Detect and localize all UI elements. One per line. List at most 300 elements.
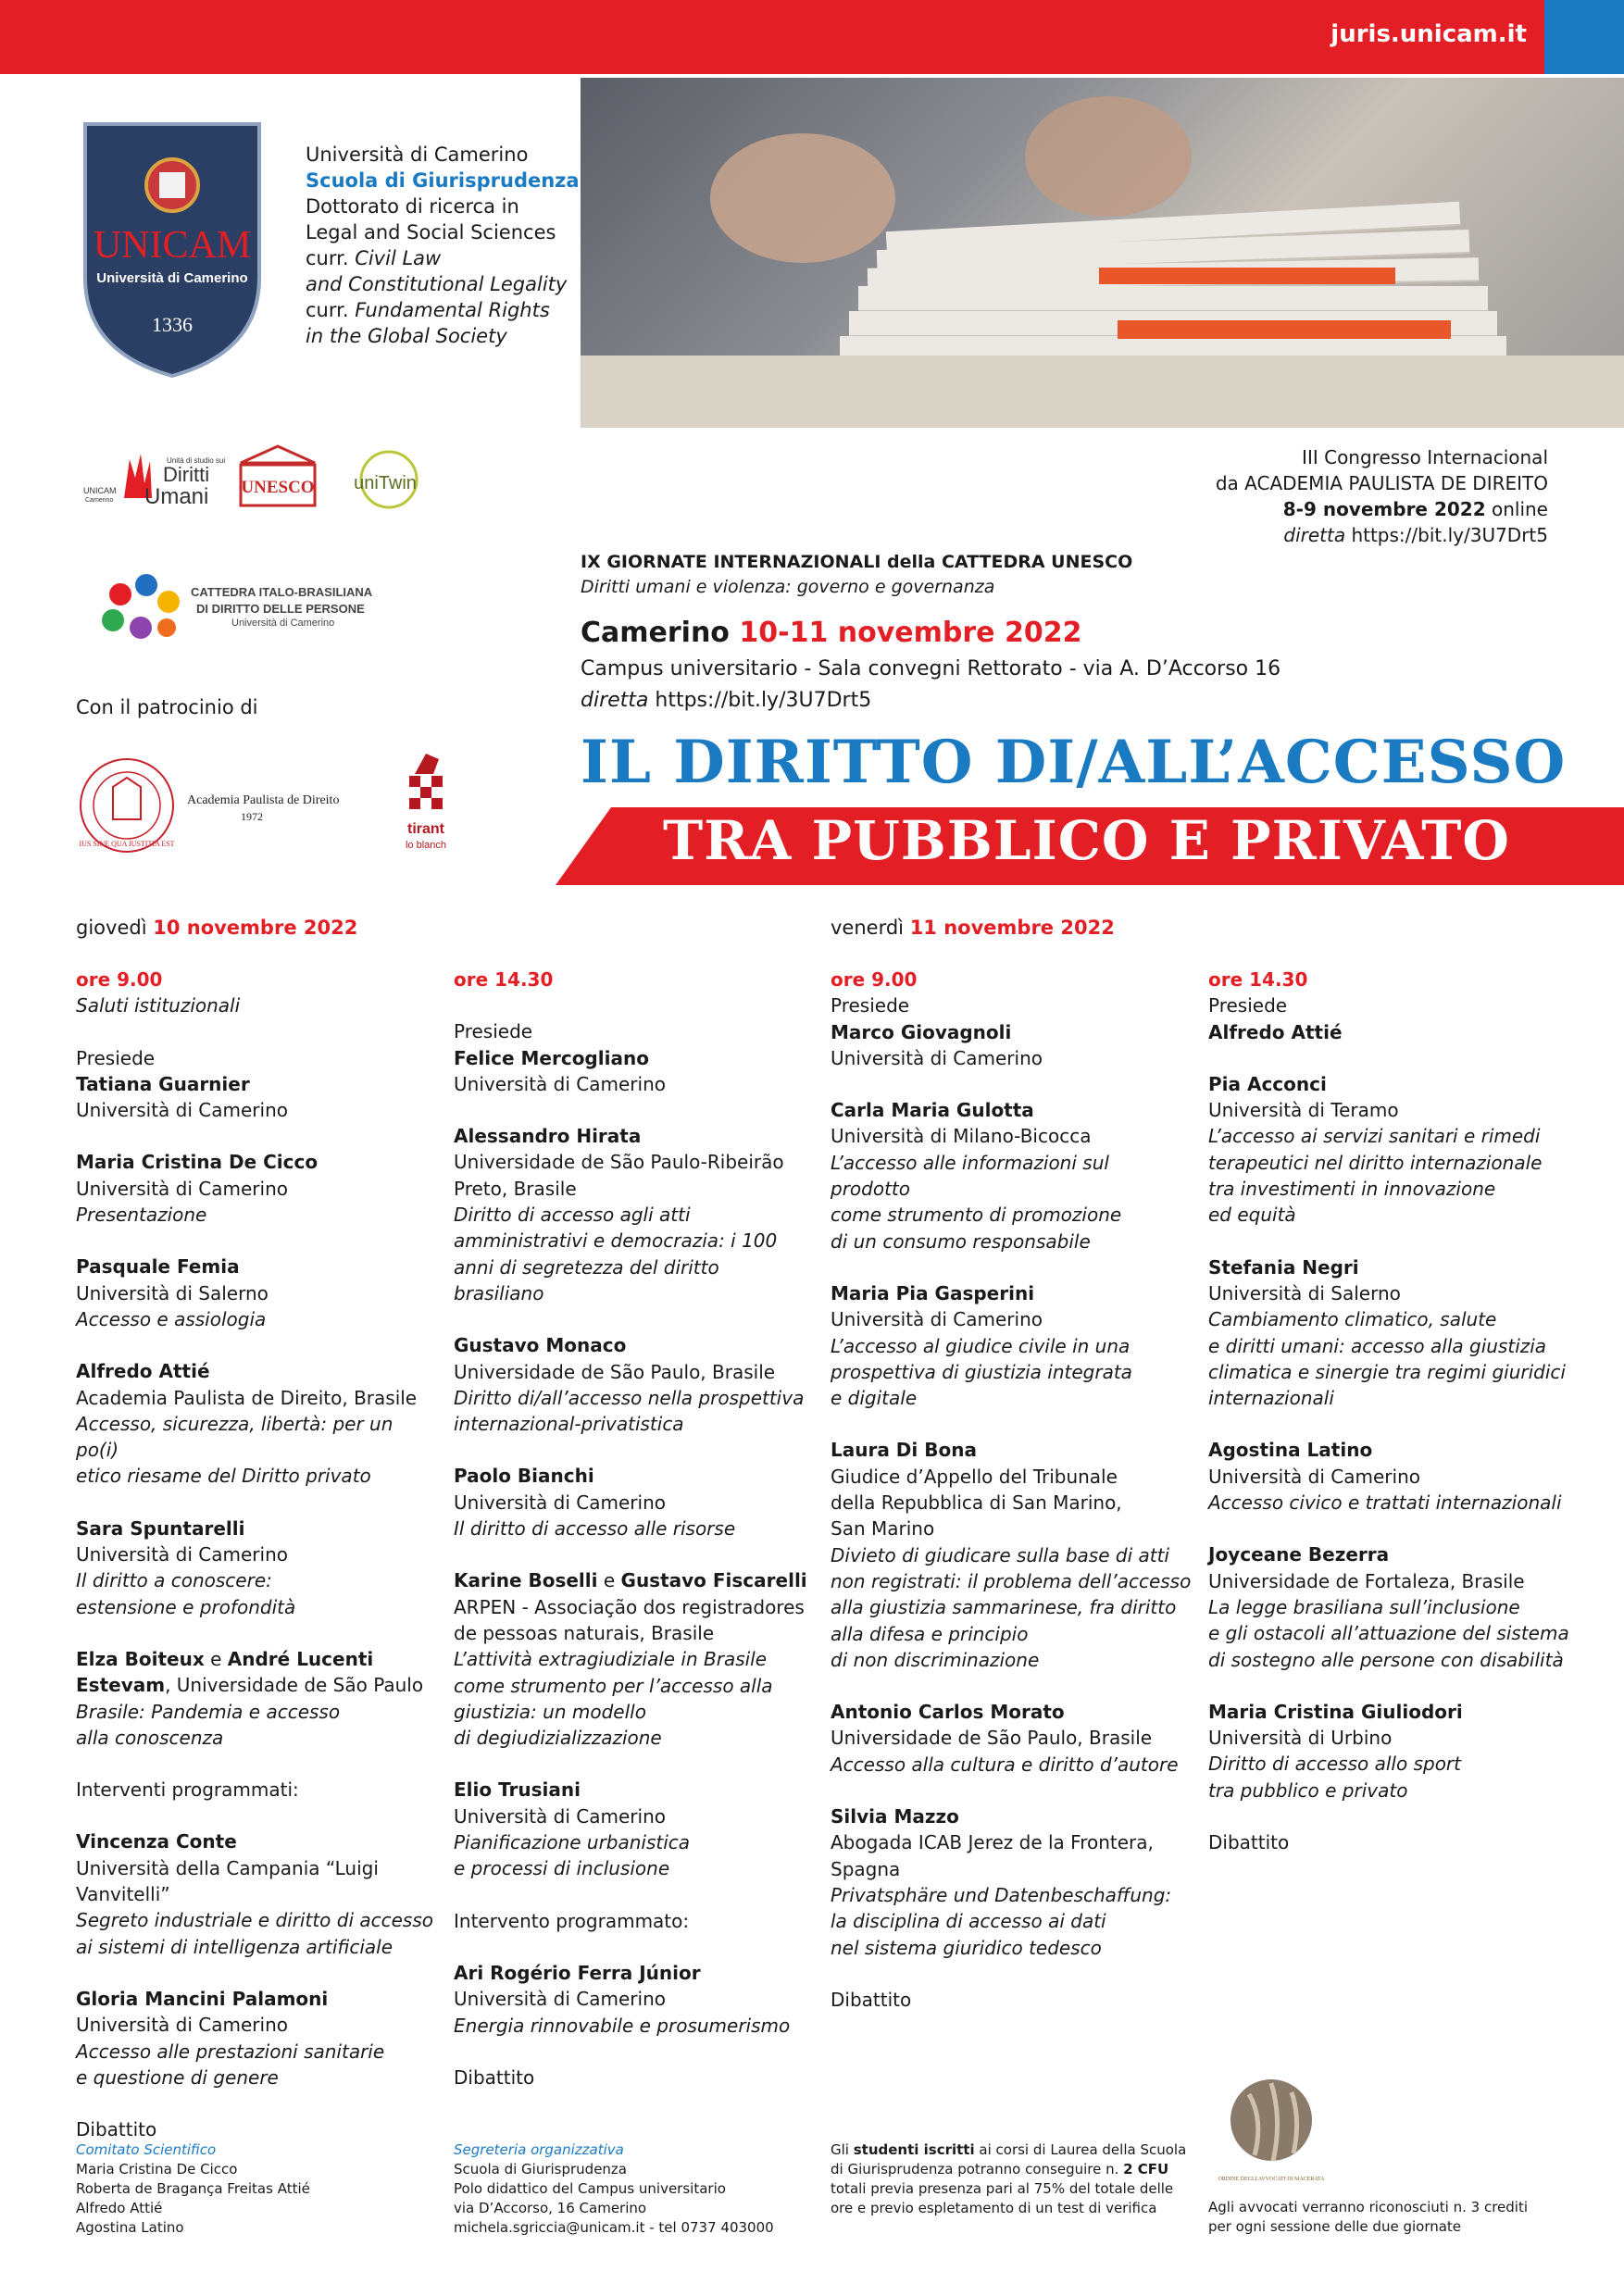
col3-p4a2: della Repubblica di San Marino, [831,1491,1122,1515]
text-line [831,1908,1192,1934]
speaker-name: Marco Giovagnoli [831,1020,1012,1043]
text-line [454,1960,815,1986]
col2-p4a: Università di Camerino [454,1491,666,1514]
footer-segreteria-2: via D’Accorso, 16 Camerino [454,2200,647,2216]
text-line [831,1935,1192,1961]
col1-p2a: Università di Camerino [76,1177,288,1200]
col2-p7a: Università di Camerino [454,1988,666,2011]
spacer [76,1960,437,1986]
text-line [1208,1202,1569,1228]
days-d2-prefix: venerdì [831,917,910,939]
col2-p6a: Università di Camerino [454,1804,666,1828]
footer-studenti2a: di Giurisprudenza potranno conseguire n. [831,2161,1124,2177]
ordine-avvocati-logo [1208,2076,1347,2187]
col2-p5t2: come strumento per l’accesso alla [454,1674,773,1697]
speaker-name: Joyceane Bezerra [1208,1543,1390,1566]
university-curr1a: curr. [306,247,356,269]
speaker-name: Maria Cristina Giuliodori [1208,1700,1463,1723]
col4-presiede: Presiede [1208,994,1288,1017]
text-line [1208,1150,1569,1176]
col2-p2a2: Preto, Brasile [454,1177,577,1200]
col3-p6t3: nel sistema giuridico tedesco [831,1936,1102,1959]
spacer [76,1228,437,1254]
days-d2-date: 11 novembre 2022 [909,917,1115,939]
spacer [454,1306,815,1332]
footer-comitato [76,2140,310,2238]
speaker-name: Agostina Latino [1208,1439,1373,1462]
curriculum-1 [306,245,580,271]
event-diretta: diretta [581,689,649,712]
col1-p6n1: Elza Boiteux [76,1647,205,1670]
col4-p2t1: L’accesso ai servizi sanitari e rimedi [1208,1125,1541,1148]
speaker-name: Alfredo Attié [76,1360,210,1383]
text-line [831,1280,1192,1306]
logos-unicam-small: UNICAM [83,486,117,495]
logos-cattedra3: Università di Camerino [231,618,335,629]
event-city-dates [581,617,1081,649]
speaker-name: Alessandro Hirata [454,1125,642,1148]
spacer [76,1019,437,1045]
speaker-name: Felice Mercogliano [454,1046,649,1069]
event-city: Camerino [581,617,730,649]
curriculum-2-cont: in the Global Society [306,325,507,347]
text-line [1208,1647,1569,1673]
text-line [831,1437,1192,1463]
col2-intervento: Intervento programmato: [454,1909,690,1932]
text-line [454,1699,815,1725]
spacer [831,1673,1192,1699]
hero-photo [581,78,1624,428]
text-line [76,1646,437,1672]
academia-paulista-logo [76,750,354,861]
spacer [76,1751,437,1777]
col4-p3t2: e diritti umani: accesso alla giustizia [1208,1334,1547,1357]
speaker-name: Pia Acconci [1208,1072,1327,1095]
col2-p1a: Università di Camerino [454,1072,666,1095]
text-line [76,1463,437,1489]
text-line [454,1777,815,1803]
text-line [76,1516,437,1541]
unesco-logo [241,446,315,505]
congress-online: online [1485,498,1548,520]
spacer [1208,1673,1569,1699]
col2-p4t: Il diritto di accesso alle risorse [454,1517,736,1541]
text-line [831,1568,1192,1594]
speaker-name: Maria Cristina De Cicco [76,1151,319,1174]
col3-p6a1: Abogada ICAB Jerez de la Frontera, [831,1831,1154,1854]
footer-ordine-caption: ORDINE DEGLI AVVOCATI DI MACERATA [1218,2177,1325,2182]
col1-p6n2: André Lucenti [227,1647,374,1670]
col2-p5t3: giustizia: un modello [454,1700,646,1723]
text-line [831,1542,1192,1568]
footer-segreteria-0: Scuola di Giurisprudenza [454,2161,628,2177]
col3-p4t1: Divieto di giudicare sulla base di atti [831,1543,1169,1566]
dibattito: Dibattito [454,2065,535,2089]
text-line [831,1699,1192,1725]
text-line [1208,1385,1569,1411]
col1-p7a1: Università della Campania “Luigi [76,1856,379,1879]
logos-academia-year: 1972 [241,810,263,823]
speaker-name: Laura Di Bona [831,1439,977,1462]
col4-p6a: Università di Urbino [1208,1727,1393,1750]
col1-p4a: Academia Paulista de Direito, Brasile [76,1386,418,1409]
session-time: ore 14.30 [454,968,554,991]
text-line [454,1045,815,1071]
event-stream-link[interactable]: https://bit.ly/3U7Drt5 [648,689,872,712]
day1-header [76,917,357,939]
footer-studenti3: totali previa presenza pari al 75% del totale delle [831,2180,1174,2197]
footer-segreteria [454,2140,774,2238]
text-line [1208,1699,1569,1725]
spacer [454,1934,815,1960]
shield-subtitle: Università di Camerino [96,270,248,286]
text-line [454,1725,815,1751]
footer-avvocati2: per ogni sessione delle due giornate [1208,2218,1462,2235]
col4-p5t2: e gli ostacoli all’attuazione del sistema [1208,1622,1569,1645]
spacer [831,1254,1192,1280]
text-line [1208,1490,1569,1516]
col3-p6t1: Privatsphäre und Datenbeschaffung: [831,1883,1172,1906]
col4-p3t4: internazionali [1208,1387,1334,1410]
col2-p5a1: ARPEN - Associação dos registradores [454,1595,805,1618]
footer-studenti-b: studenti iscritti [853,2141,975,2158]
spacer [454,1882,815,1908]
text-line [76,1672,437,1698]
col3-p2t2: come strumento di promozione [831,1204,1122,1227]
footer-comitato-3: Agostina Latino [76,2219,184,2236]
program-col-friday-morning [831,967,1192,2013]
col2-p3t1: Diritto di/all’accesso nella prospettiva [454,1386,805,1409]
col1-p1a: Università di Camerino [76,1099,288,1122]
footer-comitato-2: Alfredo Attié [76,2200,163,2216]
university-curr1b: Civil Law [355,247,442,269]
spacer [831,1961,1192,1987]
col3-p3t2: prospettiva di giustizia integrata [831,1360,1132,1383]
logos-umani: Umani [144,484,209,509]
university-curr2a: curr. [306,299,356,321]
col4-p3a: Università di Salerno [1208,1281,1401,1304]
text-line [76,1071,437,1097]
congress-info [1216,444,1548,548]
footer-segreteria-1: Polo didattico del Campus universitario [454,2180,726,2197]
col1-presiede: Presiede [76,1046,156,1069]
university-name: Università di Camerino [306,144,529,166]
main-subtitle: TRA PUBBLICO E PRIVATO [663,809,1510,872]
speaker-name: Elio Trusiani [454,1778,581,1802]
site-link[interactable]: juris.unicam.it [1330,20,1527,48]
col4-p3t3: climatica e sinergie tra regimi giuridici [1208,1360,1566,1383]
text-line [1208,1620,1569,1646]
text-line [76,1411,437,1464]
text-line [1208,1778,1569,1803]
shield-name: UNICAM [93,224,252,267]
col1-p5t1: Il diritto a conoscere: [76,1569,272,1592]
col1-p3a: Università di Salerno [76,1281,269,1304]
col1-interventi: Interventi programmati: [76,1778,299,1802]
congress-line2: da ACADEMIA PAULISTA DE DIREITO [1215,472,1548,494]
col4-p4a: Università di Camerino [1208,1465,1420,1488]
col1-p5a: Università di Camerino [76,1543,288,1566]
spacer [831,1071,1192,1097]
col1-p8t1: Accesso alle prestazioni sanitarie [76,2040,385,2063]
speaker-name: Tatiana Guarnier [76,1072,250,1095]
event-venue [581,654,1280,717]
col1-p7a2: Vanvitelli” [76,1883,170,1906]
text-line [831,1097,1192,1123]
text-line [1208,1306,1569,1332]
spacer [76,1620,437,1646]
text-line [76,2065,437,2090]
text-line [831,1803,1192,1829]
text-line [831,1019,1192,1045]
col3-p6t2: la disciplina di accesso ai dati [831,1910,1106,1933]
congress-link[interactable]: https://bit.ly/3U7Drt5 [1345,524,1548,546]
col3-p1a: Università di Camerino [831,1046,1043,1069]
text-line [454,1254,815,1307]
congress-dates [1216,496,1548,522]
col3-p3t1: L’accesso al giudice civile in una [831,1334,1131,1357]
col4-p3t1: Cambiamento climatico, salute [1208,1308,1497,1331]
col2-p5a2: de pessoas naturais, Brasile [454,1621,715,1644]
curriculum-1-cont: and Constitutional Legality [306,273,568,295]
text-line [1208,1123,1569,1149]
text-line [76,1594,437,1620]
session-time: ore 14.30 [1208,968,1308,991]
text-line [831,1333,1192,1359]
text-line [454,1332,815,1358]
col3-p6a2: Spagna [831,1857,901,1880]
col2-p7t: Energia rinnovabile e prosumerismo [454,2014,791,2037]
logos-tirant2: lo blanch [405,840,447,851]
text-line [831,1647,1192,1673]
text-line [454,1567,815,1593]
footer-avvocati1: Agli avvocati verranno riconosciuti n. 3 crediti [1208,2199,1528,2215]
text-line [454,1411,815,1437]
spacer [831,1411,1192,1437]
spacer [454,1097,815,1123]
col3-p2t1: L’accesso alle informazioni sul prodotto [831,1151,1109,1201]
text-line [454,2013,815,2039]
text-line [831,2160,1186,2179]
session-time: ore 9.00 [76,968,163,991]
event-header [581,550,1132,600]
text-line [76,1699,437,1725]
text-line [76,1567,437,1593]
text-line [76,992,437,1018]
col1-p5t2: estensione e profondità [76,1595,296,1618]
logos-unitwin: uniTwin [354,473,417,493]
venue-address: Campus universitario - Sala convegni Rettorato - via A. D’Accorso 16 [581,657,1281,680]
logos-cattedra1: CATTEDRA ITALO-BRASILIANA [191,585,373,599]
dibattito: Dibattito [1208,1831,1290,1854]
speaker-name: Ari Rogério Ferra Júnior [454,1961,701,1984]
col1-p3t: Accesso e assiologia [76,1307,267,1330]
logos-unicam-small2: Camerino [85,497,114,504]
text-line [831,1229,1192,1254]
congress-dates: 8-9 novembre 2022 [1282,498,1486,520]
dibattito: Dibattito [76,2118,157,2141]
col4-p2t4: ed equità [1208,1204,1296,1227]
text-line [454,1855,815,1881]
col1-p4t2: etico riesame del Diritto privato [76,1465,371,1488]
col3-p3a: Università di Camerino [831,1308,1043,1331]
spacer [1208,1411,1569,1437]
col1-p7t1: Segreto industriale e diritto di accesso [76,1909,433,1932]
spacer [831,1778,1192,1803]
footer-studenti2b: 2 CFU [1123,2161,1169,2177]
text-line [454,1463,815,1489]
text-line [1208,1751,1569,1777]
speaker-name: Paolo Bianchi [454,1465,594,1488]
spacer [1208,1803,1569,1829]
spacer [76,1123,437,1149]
spacer [76,2090,437,2116]
col4-p4t: Accesso civico e trattati internazionali [1208,1491,1562,1515]
tirant-lo-blanch-logo [396,748,461,857]
col1-p4t1: Accesso, sicurezza, libertà: per un po(i) [76,1412,394,1462]
spacer [454,992,815,1018]
col2-p2t1: Diritto di accesso agli atti [454,1204,691,1227]
school-name: Scuola di Giurisprudenza [306,169,580,192]
text-line [831,2140,1186,2160]
text-line [76,1907,437,1933]
footer-comitato-1: Roberta de Bragança Freitas Attié [76,2180,310,2197]
text-line [1208,1333,1569,1359]
col2-p5n1: Karine Boselli [454,1569,598,1592]
text-line [76,1986,437,2012]
text-line [76,1934,437,1960]
event-dates: 10-11 novembre 2022 [729,617,1082,649]
days-d1-date: 10 novembre 2022 [153,917,358,939]
col2-p3t2: internazional-privatistica [454,1413,684,1436]
col1-p7t2: ai sistemi di intelligenza artificiale [76,1935,394,1958]
text-line [1208,1437,1569,1463]
col2-p6t1: Pianificazione urbanistica [454,1831,691,1854]
footer-comitato-0: Maria Cristina De Cicco [76,2161,238,2177]
col3-p5t: Accesso alla cultura e diritto d’autore [831,1753,1179,1776]
unitwin-logo [354,452,417,507]
logos-diritti-small: Unità di studio sui [167,456,226,465]
main-title: IL DIRITTO DI/ALL’ACCESSO [581,728,1567,797]
text-line [1208,1594,1569,1620]
logos-cattedra2: DI DIRITTO DELLE PERSONE [196,602,365,616]
shield-year: 1336 [152,313,193,336]
col1-p6t1: Brasile: Pandemia e accesso [76,1700,341,1723]
text-line [76,1725,437,1751]
dibattito: Dibattito [831,1988,912,2011]
text-line [831,1752,1192,1778]
cattedra-logo [93,567,426,650]
days-d1-prefix: giovedì [76,917,154,939]
footer-comitato-label: Comitato Scientifico [76,2141,217,2158]
spacer [76,1803,437,1828]
text-line [76,1202,437,1228]
col2-presiede: Presiede [454,1020,533,1043]
text-line [454,1202,815,1228]
col2-p3a: Universidade de São Paulo, Brasile [454,1360,776,1383]
col2-p5n2: Gustavo Fiscarelli [620,1569,807,1592]
col2-p2t3: anni di segretezza del diritto brasiliano [454,1255,719,1304]
speaker-name: Antonio Carlos Morato [831,1701,1065,1724]
col4-p5a: Universidade de Fortaleza, Brasile [1208,1569,1525,1592]
col3-p4t5: di non discriminazione [831,1648,1040,1671]
col4-p2a: Università di Teramo [1208,1099,1399,1122]
col3-presiede: Presiede [831,994,910,1017]
col1-p2t: Presentazione [76,1204,207,1227]
speaker-name: Stefania Negri [1208,1255,1359,1279]
col3-p4t3: alla giustizia sammarinese, fra diritto [831,1596,1177,1619]
text-line [76,1306,437,1332]
patronage-label: Con il patrocinio di [76,696,258,718]
giornate-subtitle: Diritti umani e violenza: governo e governanza [581,577,995,597]
col1-p6n3: Estevam [76,1674,166,1697]
col1-p6a: , Universidade de São Paulo [165,1674,424,1697]
text-line [454,1646,815,1672]
footer-studenti-a: Gli [831,2141,854,2158]
speaker-name: Silvia Mazzo [831,1805,959,1828]
day2-header [831,917,1115,939]
text-line [454,1516,815,1541]
col2-p5t1: L’attività extragiudiziale in Brasile [454,1648,768,1671]
university-curr2b: Fundamental Rights [355,299,550,321]
text-line [1208,1176,1569,1202]
logos-unesco: UNESCO [241,478,315,497]
footer-studenti [831,2140,1186,2218]
col3-p3t3: e digitale [831,1387,918,1410]
program-col-friday-afternoon [1208,967,1569,1855]
logos-academia-motto: IUS SINE QUA IUSTITIA EST [79,840,175,848]
text-line [831,1621,1192,1647]
speaker-name: Pasquale Femia [76,1255,240,1279]
footer-avvocati [1208,2198,1528,2237]
col1-p6t2: alla conoscenza [76,1726,224,1749]
speaker-name: Gloria Mancini Palamoni [76,1987,329,2010]
contact-email[interactable]: michela.sgriccia@unicam.it - tel 0737 403000 [454,2219,774,2236]
col4-p5t3: di sostegno alle persone con disabilità [1208,1648,1564,1671]
text-line [1208,1541,1569,1567]
col2-p2a1: Universidade de São Paulo-Ribeirão [454,1151,784,1174]
university-info [306,142,580,349]
logos-academia-name: Academia Paulista de Direito [187,793,340,807]
footer-studenti4: ore e previo espletamento di un test di verifica [831,2200,1157,2216]
speaker-name: Vincenza Conte [76,1830,237,1853]
text-line [454,1123,815,1149]
program-col-thursday-afternoon [454,967,815,2090]
text-line [454,1385,815,1411]
text-line [1208,1359,1569,1385]
spacer [454,1437,815,1463]
partner-logos [83,441,435,529]
congress-stream [1216,522,1548,548]
text-line [454,1829,815,1855]
text-line [76,1254,437,1279]
text-line [76,2039,437,2065]
col1-p8t2: e questione di genere [76,2065,279,2089]
speaker-name: Carla Maria Gulotta [831,1099,1034,1122]
doctorate-line1: Dottorato di ricerca in [306,195,519,218]
text-line [831,1882,1192,1908]
footer-segreteria-label: Segreteria organizzativa [454,2141,624,2158]
col3-p2t3: di un consumo responsabile [831,1229,1091,1253]
program-col-thursday-morning [76,967,437,2142]
speaker-name: Sara Spuntarelli [76,1516,245,1540]
col3-p4t4: alla difesa e principio [831,1622,1029,1645]
col3-p4a3: San Marino [831,1517,935,1541]
col3-p4t2: non registrati: il problema dell’accesso [831,1569,1192,1592]
logos-diritti-main: Diritti [163,463,210,486]
text-line [454,1673,815,1699]
col4-p2t3: tra investimenti in innovazione [1208,1178,1496,1201]
